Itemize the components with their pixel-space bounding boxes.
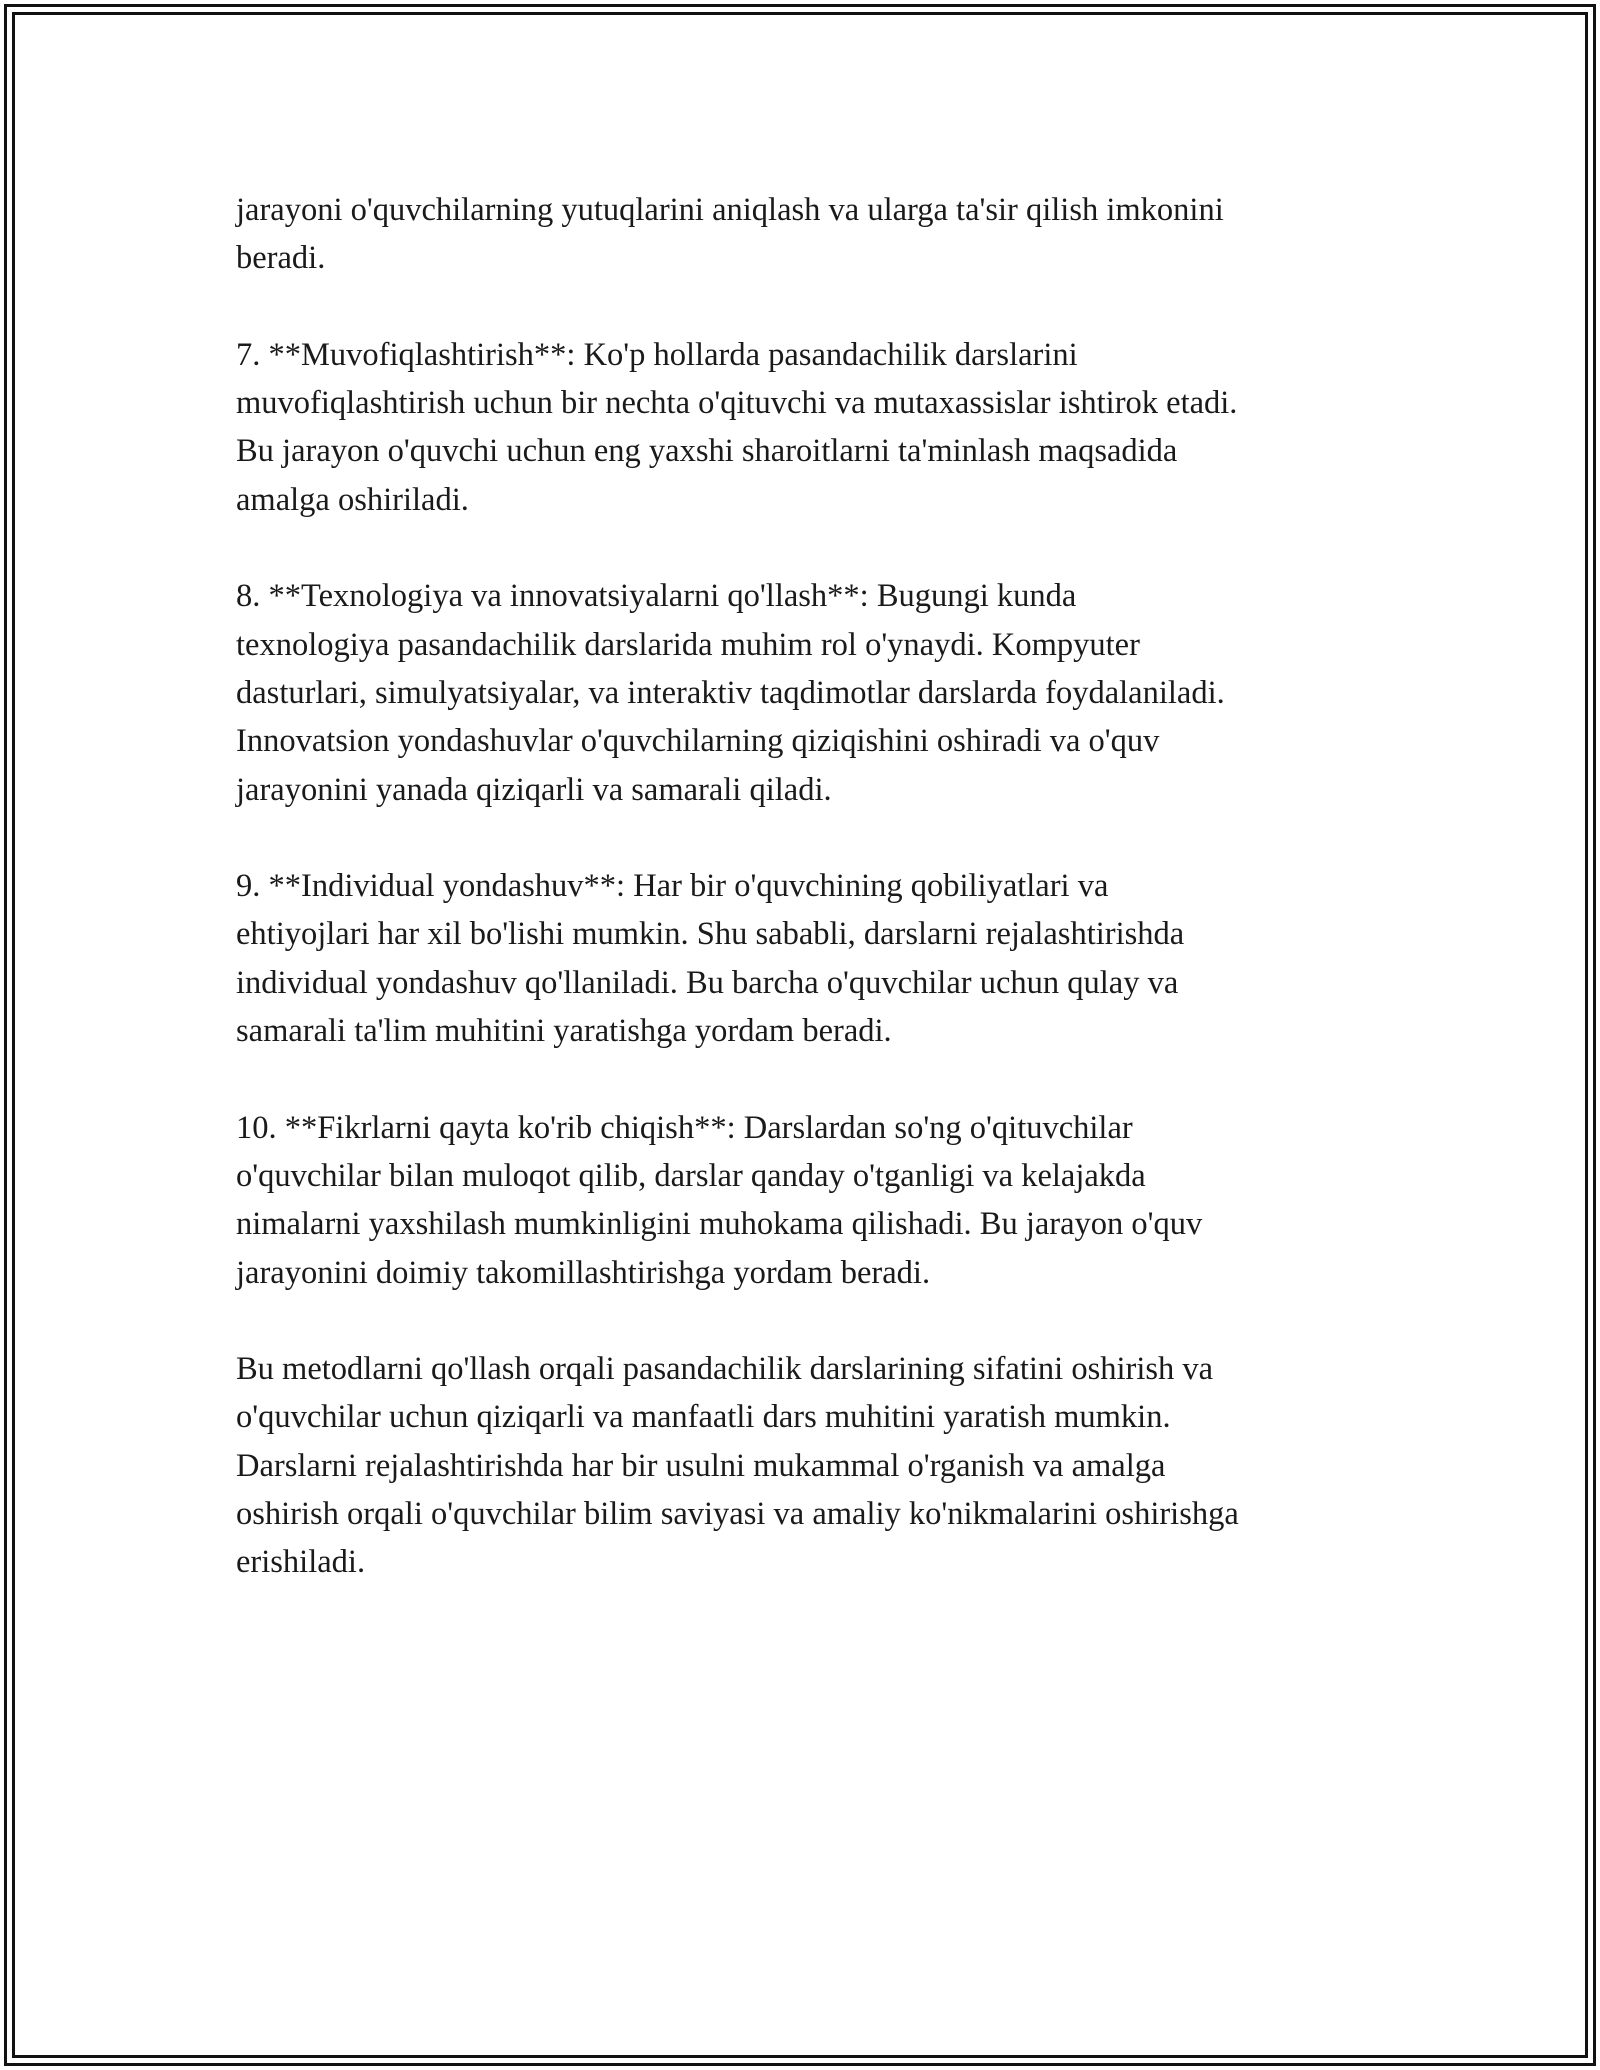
paragraph-item-9: 9. **Individual yondashuv**: Har bir o'quvchining qobiliyatlari va ehtiyojlari har xil bo'lishi mumkin. Shu sababli, darslarni rejalashtirishda individual yondashuv qo'llaniladi. Bu barcha o'quvchilar uchun qulay va samarali ta'lim muhitini yaratishga yordam beradi. xyxy=(236,868,1185,1050)
paragraph-item-7: 7. **Muvofiqlashtirish**: Ko'p hollarda pasandachilik darslarini muvofiqlashtirish uchun bir nechta o'qituvchi va mutaxassislar ishtirok etadi. Bu jarayon o'quvchi uchun eng yaxshi sharoitlarni ta'minlash maqsadida amalga oshiriladi. xyxy=(236,336,1238,518)
paragraph-conclusion: Bu metodlarni qo'llash orqali pasandachilik darslarining sifatini oshirish va o'quvchilar uchun qiziqarli va manfaatli dars muhitini yaratish mumkin. Darslarni rejalashtirishda har bir usulni mukammal o'rganish va amalga oshirish orqali o'quvchilar bilim saviyasi va amaliy ko'nikmalarini oshirishga erishiladi. xyxy=(236,1351,1239,1581)
document-body xyxy=(236,186,1396,1635)
paragraph-item-10: 10. **Fikrlarni qayta ko'rib chiqish**: Darslardan so'ng o'qituvchilar o'quvchilar bilan muloqot qilib, darslar qanday o'tganligi va kelajakda nimalarni yaxshilash mumkinligini muhokama qilishadi. Bu jarayon o'quv jarayonini doimiy takomillashtirishga yordam beradi. xyxy=(236,1109,1203,1291)
paragraph-item-8: 8. **Texnologiya va innovatsiyalarni qo'llash**: Bugungi kunda texnologiya pasandachilik darslarida muhim rol o'ynaydi. Kompyuter dasturlari, simulyatsiyalar, va interaktiv taqdimotlar darslarda foydalaniladi. Innovatsion yondashuvlar o'quvchilarning qiziqishini oshiradi va o'quv jarayonini yanada qiziqarli va samarali qiladi. xyxy=(236,578,1225,808)
paragraph-continuation: jarayoni o'quvchilarning yutuqlarini aniqlash va ularga ta'sir qilish imkonini beradi. xyxy=(236,192,1224,277)
